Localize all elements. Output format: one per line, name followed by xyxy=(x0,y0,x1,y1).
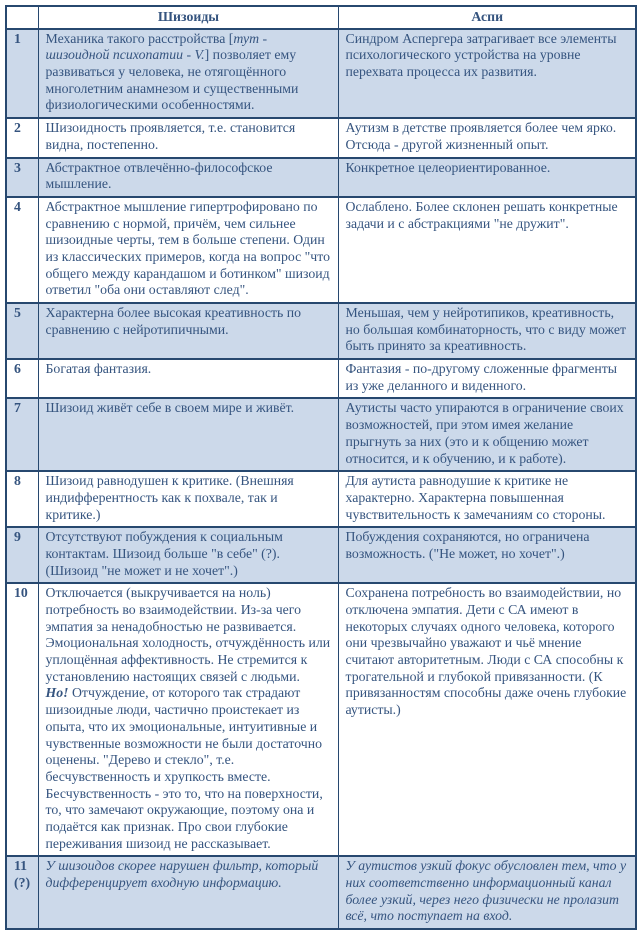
comparison-table-body xyxy=(6,29,636,929)
cell-paragraph: Отключается (выкручивается на ноль) потребность во взаимодействии. Из-за чего эмпатия за ненадобностью не развивается. Эмоциональная холодность, отчуждённость или уплощённая аффективность. Не стремится к установлению настоящих связей с людьми. xyxy=(45,585,331,684)
cell-paragraph: Абстрактное мышление гипертрофировано по сравнению с нормой, причём, чем сильнее шизоидные черты, тем в больше степени. Один из классических примеров, когда на вопрос "что общего между карандашом и ботинком" шизоид ответил "оба они оставляют след". xyxy=(45,198,330,298)
cell-paragraph: Для аутиста равнодушие к критике не характерно. Характерна повышенная чувствительность к замечаниям со стороны. xyxy=(345,473,606,522)
aspie-cell xyxy=(338,158,636,197)
cell-paragraph: Конкретное целеориентированное. xyxy=(345,159,551,175)
cell-paragraph: Синдром Аспергера затрагивает все элементы психологического устройства на уровне перехвата процесса их развития. xyxy=(345,30,617,80)
table-row xyxy=(6,527,636,583)
cell-paragraph: Механика такого расстройства [тут - шизоидной психопатии - V.] позволяет ему развиваться у человека, не отягощённого многолетним анамнезом и существенными физиологическими особенностями. xyxy=(45,30,299,113)
table-row xyxy=(6,118,636,157)
cell-paragraph: Фантазия - по-другому сложенные фрагменты из уже деланного и виденного. xyxy=(345,361,618,393)
cell-paragraph: Но! Отчуждение, от которого так страдают шизоидные люди, частично проистекает из опыта, что их эмоциональные, интуитивные и чувственные возможности не были достаточно оценены. "Дерево и стекло", т.е. бесчувственность и хрупкость вместе. Бесчувственность - это то, что на поверхности, то, что замечают окружающие, поэтому она и подаётся как признак. Про свои глубокие переживания шизоид не рассказывает. xyxy=(45,685,323,851)
cell-paragraph: Шизоид равнодушен к критике. (Внешняя индифферентность как к похвале, так и критике.) xyxy=(45,473,294,522)
header-number-cell xyxy=(6,6,38,29)
schizoid-cell xyxy=(38,527,338,583)
cell-paragraph: Шизоид живёт себе в своем мире и живёт. xyxy=(45,400,295,416)
comparison-table xyxy=(5,5,637,930)
aspie-cell xyxy=(338,303,636,359)
row-number-cell: 10 xyxy=(6,583,38,856)
schizoid-cell xyxy=(38,29,338,118)
cell-paragraph: Сохранена потребность во взаимодействии, но отключена эмпатия. Дети с СА имеют в некоторых случаях одного человека, которого они чрезвычайно уважают и чьё мнение считают авторитетным. Люди с СА способны к трогательной и глубокой привязанности. (К привязанностям способны даже очень глубокие аутисты.) xyxy=(345,585,627,718)
schizoid-cell xyxy=(38,118,338,157)
header-row xyxy=(6,6,636,29)
schizoid-cell xyxy=(38,471,338,527)
schizoid-cell xyxy=(38,583,338,856)
schizoid-cell xyxy=(38,359,338,398)
cell-paragraph: Абстрактное отвлечённо-философское мышление. xyxy=(45,159,273,192)
row-number-cell: 9 xyxy=(6,527,38,583)
aspie-cell xyxy=(338,583,636,856)
table-row xyxy=(6,303,636,359)
aspie-cell xyxy=(338,197,636,303)
aspie-cell xyxy=(338,359,636,398)
row-number-cell: 6 xyxy=(6,359,38,398)
row-number-cell: 8 xyxy=(6,471,38,527)
cell-paragraph: У шизоидов скорее нарушен фильтр, который дифференцирует входную информацию. xyxy=(45,858,319,890)
cell-paragraph: Шизоидность проявляется, т.е. становится видна, постепенно. xyxy=(45,120,296,152)
cell-paragraph: Меньшая, чем у нейротипиков, креативность, но большая комбинаторность, что с виду может быть принято за креативность. xyxy=(345,305,626,354)
table-row xyxy=(6,158,636,197)
cell-paragraph: У аутистов узкий фокус обусловлен тем, что у них соответственно информационный канал более узкий, через него физически не пролазит всё, что поступает на вход. xyxy=(345,858,627,924)
cell-paragraph: Характерна более высокая креативность по сравнению с нейротипичными. xyxy=(45,305,302,337)
row-number-cell: 7 xyxy=(6,398,38,471)
row-number-cell: 4 xyxy=(6,197,38,303)
cell-paragraph: Аутизм в детстве проявляется более чем ярко. Отсюда - другой жизненный опыт. xyxy=(345,120,617,152)
header-aspies: Аспи xyxy=(338,6,636,29)
row-number-cell: 11 (?) xyxy=(6,856,38,929)
table-row xyxy=(6,856,636,929)
row-number-cell: 2 xyxy=(6,118,38,157)
aspie-cell xyxy=(338,527,636,583)
table-row xyxy=(6,398,636,471)
table-row xyxy=(6,359,636,398)
table-row xyxy=(6,471,636,527)
row-number-cell: 5 xyxy=(6,303,38,359)
table-row xyxy=(6,197,636,303)
cell-paragraph: Богатая фантазия. xyxy=(45,361,152,377)
schizoid-cell xyxy=(38,398,338,471)
aspie-cell xyxy=(338,398,636,471)
aspie-cell xyxy=(338,471,636,527)
aspie-cell xyxy=(338,118,636,157)
schizoid-cell xyxy=(38,856,338,929)
header-schizoids: Шизоиды xyxy=(38,6,338,29)
row-number-cell: 1 xyxy=(6,29,38,118)
cell-paragraph: Ослаблено. Более склонен решать конкретные задачи и с абстракциями "не дружит". xyxy=(345,198,618,231)
schizoid-cell xyxy=(38,158,338,197)
cell-paragraph: Аутисты часто упираются в ограничение своих возможностей, при этом имея желание прыгнуть за них (это и к общению может относится, и к обучению, и к работе). xyxy=(345,400,624,466)
schizoid-cell xyxy=(38,303,338,359)
aspie-cell xyxy=(338,29,636,118)
schizoid-cell xyxy=(38,197,338,303)
row-number-cell: 3 xyxy=(6,158,38,197)
table-row xyxy=(6,583,636,856)
table-row xyxy=(6,29,636,118)
cell-paragraph: Отсутствуют побуждения к социальным контактам. Шизоид больше "в себе" (?). (Шизоид "не может и не хочет".) xyxy=(45,529,283,578)
aspie-cell xyxy=(338,856,636,929)
cell-paragraph: Побуждения сохраняются, но ограничена возможность. ("Не может, но хочет".) xyxy=(345,529,590,561)
